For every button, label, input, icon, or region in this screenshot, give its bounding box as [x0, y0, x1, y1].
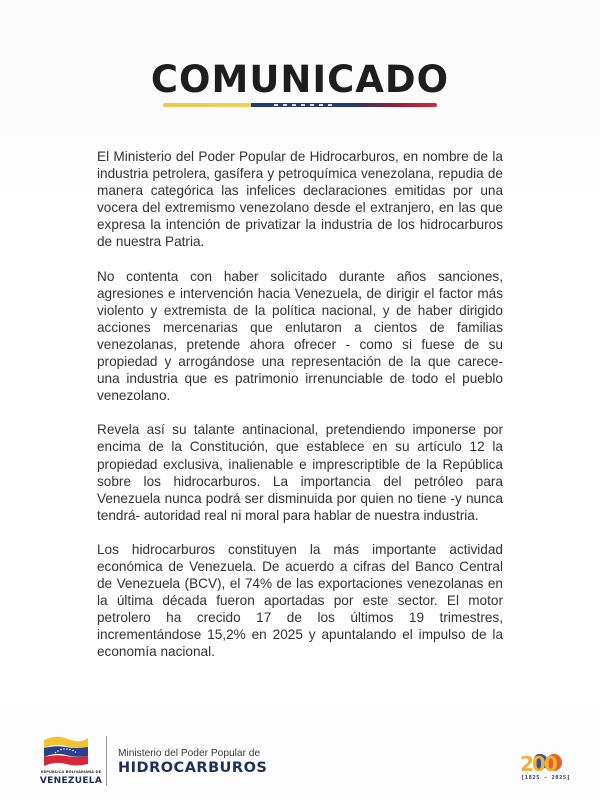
- divider-yellow-segment: [163, 103, 251, 107]
- venezuela-flag-icon: [42, 734, 90, 768]
- ministry-line1: Ministerio del Poder Popular de: [118, 748, 261, 759]
- divider-red-segment: [355, 103, 437, 107]
- document-title: COMUNICADO: [150, 58, 450, 101]
- paragraph-3: Revela así su talante antinacional, pretendiendo imponerse por encima de la Constitución, que establece en su artículo 12 la propiedad exclusiva, inalienable e imprescriptible de la República sobre los hidrocarburos. La importancia del petróleo para Venezuela nunca podrá ser disminuida por quien no tiene -y nunca tendrá- autoridad real ni moral para hablar de nuestra industria.: [97, 422, 503, 523]
- ministry-line2: HIDROCARBUROS: [118, 760, 268, 776]
- flag-color-divider: [163, 103, 437, 107]
- country-name: VENEZUELA: [39, 776, 103, 786]
- divider-stars: [274, 104, 332, 106]
- country-subtitle: REPÚBLICA BOLIVARIANA DE: [40, 770, 102, 774]
- divider-blue-segment: [251, 103, 355, 107]
- ministry-logo: [118, 748, 267, 776]
- paragraph-2: No contenta con haber solicitado durante años sanciones, agresiones e intervención hacia Venezuela, de dirigir el factor más violento y extremista de la política nacional, y de haber dirigido acciones mercenarias que enlutaron a cientos de familias venezolanas, pretende ahora ofrecer - como si fuese de su propiedad y arrogándose una representación de la que carece- una industria que es patrimonio irrenunciable de todo el pueblo venezolano.: [97, 268, 503, 404]
- bicentennial-number: 200: [520, 752, 556, 776]
- venezuela-logo: [38, 734, 104, 792]
- footer: [0, 730, 600, 790]
- bicentennial-dates: [1825 - 2025]: [521, 775, 571, 781]
- bicentennial-logo: [520, 752, 580, 792]
- paragraph-4: Los hidrocarburos constituyen la más importante actividad económica de Venezuela. De acuerdo a cifras del Banco Central de Venezuela (BCV), el 74% de las exportaciones venezolanas en la última década fueron aportadas por este sector. El motor petrolero ha crecido 17 de los últimos 19 trimestres, incrementándose 15,2% en 2025 y apuntalando el impulso de la economía nacional.: [97, 541, 503, 660]
- communique-body: [97, 148, 503, 678]
- footer-separator: [106, 736, 107, 786]
- paragraph-1: El Ministerio del Poder Popular de Hidrocarburos, en nombre de la industria petrolera, gasífera y petroquímica venezolana, repudia de manera categórica las infelices declaraciones emitidas por una vocera del extremismo venezolano desde el extranjero, en las que expresa la intención de privatizar la industria de los hidrocarburos de nuestra Patria.: [97, 149, 503, 250]
